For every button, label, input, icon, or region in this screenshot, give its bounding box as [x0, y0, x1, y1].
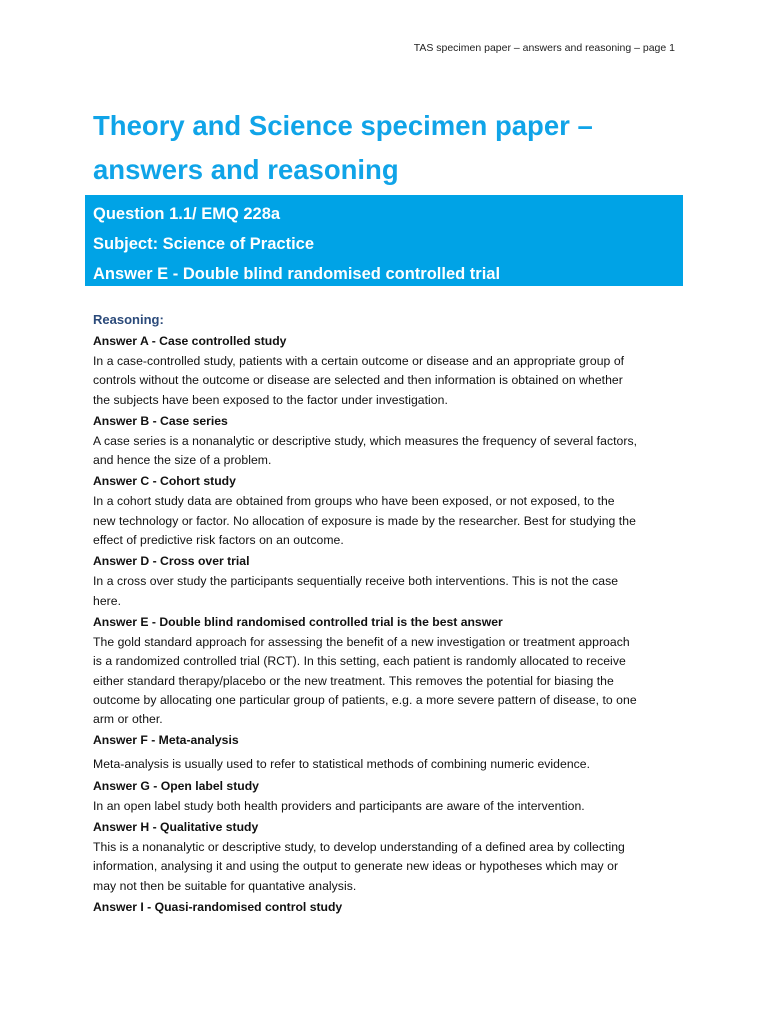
explanation-line: In a cross over study the participants sequentially receive both interventions. This is not the case	[93, 574, 619, 589]
explanation-line: A case series is a nonanalytic or descriptive study, which measures the frequency of several factors,	[93, 433, 638, 448]
answer-explanation	[93, 755, 683, 774]
running-header: TAS specimen paper – answers and reasoning – page 1	[413, 42, 675, 54]
explanation-line: either standard therapy/placebo or the new treatment. This removes the potential for biasing the	[93, 673, 614, 688]
explanation-line: information, analysing it and using the output to generate new ideas or hypotheses which may or	[93, 859, 619, 874]
answer-explanation	[93, 492, 683, 550]
document-title	[93, 104, 693, 192]
explanation-line: the subjects have been exposed to the factor under investigation.	[93, 392, 448, 407]
answer-block	[93, 412, 683, 471]
answer-explanation	[93, 797, 683, 816]
question-number: Question 1.1/ EMQ 228a	[93, 205, 281, 223]
explanation-line: outcome by allocating one particular group of patients, e.g. a more severe pattern of disease, to one	[93, 692, 637, 707]
explanation-line: In an open label study both health providers and participants are aware of the intervention.	[93, 798, 585, 813]
answer-block	[93, 898, 683, 917]
explanation-line: may not then be suitable for quantative analysis.	[93, 878, 357, 893]
document-title-line-2: answers and reasoning	[93, 154, 399, 185]
answer-block	[93, 731, 683, 774]
explanation-line: The gold standard approach for assessing the benefit of a new investigation or treatment approach	[93, 634, 630, 649]
answer-heading: Answer D - Cross over trial	[93, 554, 250, 569]
answer-heading: Answer C - Cohort study	[93, 474, 236, 489]
explanation-line: effect of predictive risk factors on an outcome.	[93, 533, 344, 548]
explanation-line: In a cohort study data are obtained from groups who have been exposed, or not exposed, to the	[93, 494, 615, 509]
explanation-line: controls without the outcome or disease are selected and then information is obtained on whether	[93, 373, 623, 388]
answer-heading: Answer B - Case series	[93, 413, 228, 428]
explanation-line: This is a nonanalytic or descriptive study, to develop understanding of a defined area by collecting	[93, 840, 625, 855]
reasoning-heading: Reasoning:	[93, 312, 164, 327]
answer-block	[93, 332, 683, 410]
answer-block	[93, 552, 683, 611]
answer-block	[93, 777, 683, 816]
answer-heading: Answer G - Open label study	[93, 778, 259, 793]
answer-explanation	[93, 838, 683, 896]
explanation-line: and hence the size of a problem.	[93, 453, 272, 468]
explanation-line: Meta-analysis is usually used to refer to statistical methods of combining numeric evidence.	[93, 757, 591, 772]
answer-block	[93, 472, 683, 550]
answer-block	[93, 818, 683, 896]
answer-block	[93, 613, 683, 729]
answer-list	[93, 332, 683, 917]
explanation-line: new technology or factor. No allocation of exposure is made by the researcher. Best for studying the	[93, 513, 636, 528]
correct-answer: Answer E - Double blind randomised controlled trial	[93, 265, 501, 283]
explanation-line: here.	[93, 593, 122, 608]
question-banner	[85, 195, 683, 286]
answer-explanation	[93, 432, 683, 471]
answer-explanation	[93, 633, 683, 729]
answer-heading: Answer F - Meta-analysis	[93, 733, 239, 748]
document-title-line-1: Theory and Science specimen paper –	[93, 110, 593, 141]
explanation-line: arm or other.	[93, 712, 163, 727]
answer-explanation	[93, 572, 683, 611]
answer-heading: Answer H - Qualitative study	[93, 820, 259, 835]
answer-explanation	[93, 352, 683, 410]
answer-heading: Answer I - Quasi-randomised control study	[93, 899, 343, 914]
answer-heading: Answer E - Double blind randomised controlled trial is the best answer	[93, 614, 503, 629]
question-subject: Subject: Science of Practice	[93, 235, 315, 253]
reasoning-section	[93, 310, 683, 917]
answer-heading: Answer A - Case controlled study	[93, 334, 287, 348]
explanation-line: is a randomized controlled trial (RCT). In this setting, each patient is randomly allocated to receive	[93, 654, 626, 669]
explanation-line: In a case-controlled study, patients with a certain outcome or disease and an appropriate group of	[93, 354, 625, 368]
